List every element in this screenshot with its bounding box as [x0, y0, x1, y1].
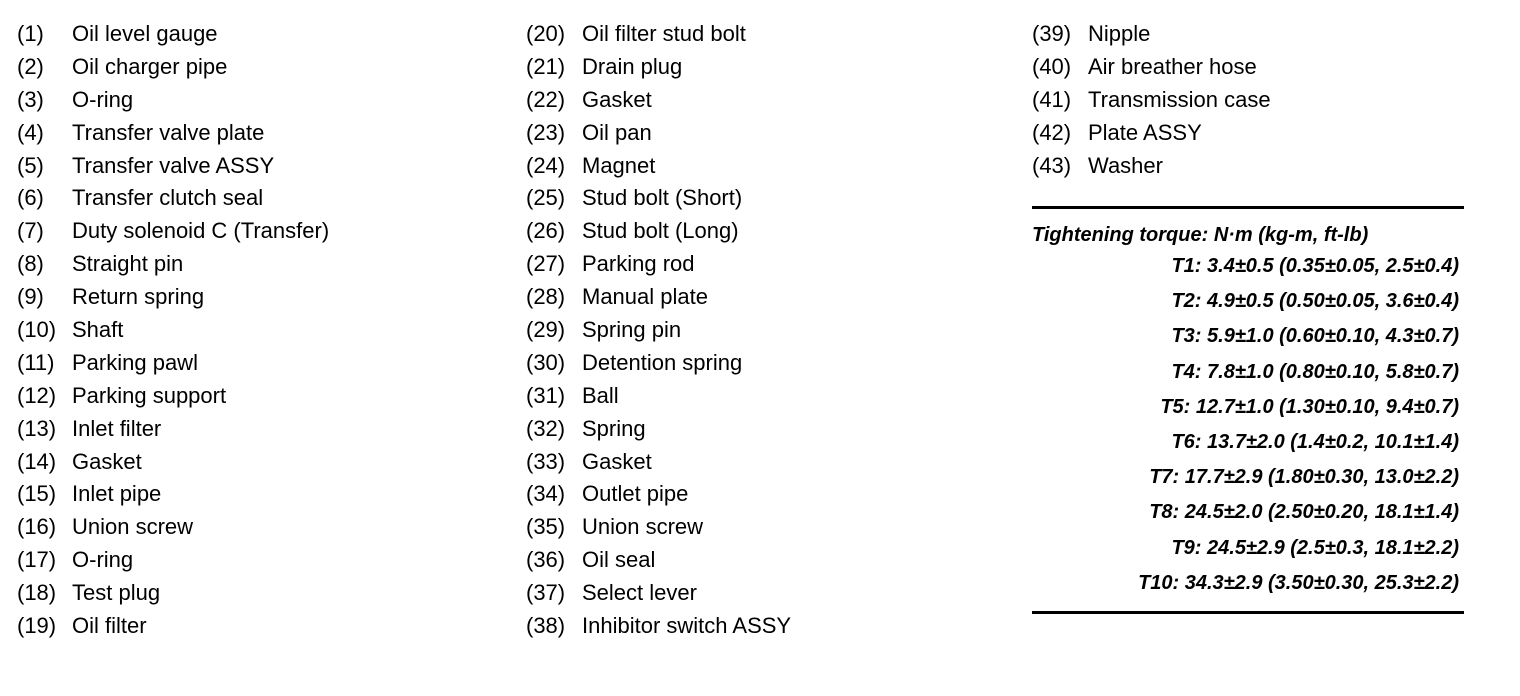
part-name: Straight pin: [72, 251, 184, 277]
part-name: Transfer clutch seal: [72, 185, 264, 211]
part-number: (14): [17, 448, 57, 474]
list-item: [17, 282, 497, 315]
part-name: Outlet pipe: [582, 481, 689, 507]
list-item: [526, 151, 1006, 184]
part-number: (15): [17, 481, 57, 507]
list-item: [526, 19, 1006, 52]
part-name: Plate ASSY: [1088, 119, 1202, 145]
part-number: (19): [17, 613, 57, 639]
list-item: [1032, 52, 1472, 85]
torque-row: T6: 13.7±2.0 (1.4±0.2, 10.1±1.4): [1171, 430, 1459, 453]
part-number: (35): [526, 514, 566, 540]
part-name: Oil filter stud bolt: [582, 21, 746, 46]
part-name: Union screw: [582, 514, 704, 540]
part-number: (42): [1032, 119, 1072, 145]
part-name: Shaft: [72, 317, 124, 343]
list-item: [17, 348, 497, 381]
part-number: (11): [17, 349, 55, 375]
list-item: [17, 183, 497, 216]
list-item: [526, 512, 1006, 545]
list-item: [1032, 19, 1472, 52]
part-number: (6): [17, 185, 44, 211]
torque-row: T1: 3.4±0.5 (0.35±0.05, 2.5±0.4): [1171, 255, 1459, 277]
list-item: [526, 479, 1006, 512]
top-rule: [1032, 206, 1464, 209]
part-number: (31): [526, 382, 566, 408]
part-number: (32): [526, 415, 566, 441]
torque-row: T4: 7.8±1.0 (0.80±0.10, 5.8±0.7): [1171, 360, 1459, 383]
part-name: Gasket: [72, 448, 142, 474]
list-item: [17, 315, 497, 348]
list-item: [17, 19, 497, 52]
part-number: (43): [1032, 152, 1072, 178]
part-name: Inhibitor switch ASSY: [582, 613, 792, 639]
part-number: (3): [17, 86, 44, 112]
part-number: (27): [526, 251, 566, 277]
list-item: [17, 611, 497, 644]
part-name: Oil pan: [582, 119, 652, 145]
parts-list: [17, 19, 497, 644]
parts-column-1: [17, 19, 497, 644]
list-item: [17, 578, 497, 611]
list-item: [526, 118, 1006, 151]
part-number: (22): [526, 86, 566, 112]
part-number: (34): [526, 481, 566, 507]
torque-table: [1032, 206, 1464, 614]
torque-title: Tightening torque: N·m (kg-m, ft-lb): [1032, 224, 1369, 246]
part-number: (8): [17, 251, 44, 277]
torque-row: T8: 24.5±2.0 (2.50±0.20, 18.1±1.4): [1149, 501, 1459, 524]
list-item: [17, 216, 497, 249]
part-number: (37): [526, 580, 566, 606]
part-number: (17): [17, 547, 57, 573]
part-name: Air breather hose: [1088, 53, 1257, 79]
list-item: [17, 151, 497, 184]
part-name: Parking rod: [582, 251, 695, 277]
part-name: Parking support: [72, 382, 227, 408]
parts-column-2: [526, 19, 1006, 644]
part-number: (39): [1032, 21, 1072, 46]
part-name: Spring pin: [582, 317, 682, 343]
part-number: (1): [17, 21, 44, 46]
list-item: [526, 282, 1006, 315]
part-name: Stud bolt (Long): [582, 218, 739, 244]
list-item: [1032, 85, 1472, 118]
list-item: [526, 447, 1006, 480]
part-name: Duty solenoid C (Transfer): [72, 218, 330, 244]
part-number: (13): [17, 415, 57, 441]
list-item: [17, 414, 497, 447]
parts-list: [1032, 19, 1472, 183]
part-name: Transfer valve plate: [72, 119, 265, 145]
part-name: Test plug: [72, 580, 161, 606]
part-number: (38): [526, 613, 566, 639]
part-number: (2): [17, 53, 44, 79]
part-number: (41): [1032, 86, 1072, 112]
part-number: (4): [17, 119, 44, 145]
part-name: Parking pawl: [72, 349, 198, 375]
part-number: (26): [526, 218, 566, 244]
list-item: [526, 381, 1006, 414]
part-name: Drain plug: [582, 53, 683, 79]
part-name: Transfer valve ASSY: [72, 152, 275, 178]
part-name: Oil charger pipe: [72, 53, 228, 79]
part-name: Gasket: [582, 86, 652, 112]
list-item: [17, 447, 497, 480]
list-item: [526, 52, 1006, 85]
part-number: (12): [17, 382, 57, 408]
part-name: Return spring: [72, 284, 205, 310]
part-name: Spring: [582, 415, 646, 441]
part-name: Oil level gauge: [72, 21, 218, 46]
part-number: (28): [526, 284, 566, 310]
list-item: [17, 52, 497, 85]
part-number: (9): [17, 284, 44, 310]
list-item: [526, 249, 1006, 282]
list-item: [526, 85, 1006, 118]
part-number: (40): [1032, 53, 1072, 79]
torque-row: T3: 5.9±1.0 (0.60±0.10, 4.3±0.7): [1171, 325, 1459, 348]
torque-row: T5: 12.7±1.0 (1.30±0.10, 9.4±0.7): [1160, 395, 1459, 418]
part-name: O-ring: [72, 86, 134, 112]
part-number: (33): [526, 448, 566, 474]
torque-list: [1032, 249, 1464, 601]
torque-row: T2: 4.9±0.5 (0.50±0.05, 3.6±0.4): [1171, 290, 1459, 313]
part-name: Inlet filter: [72, 415, 162, 441]
part-name: Ball: [582, 382, 619, 408]
list-item: [526, 611, 1006, 644]
part-number: (7): [17, 218, 44, 244]
part-name: Oil seal: [582, 547, 656, 573]
part-number: (5): [17, 152, 44, 178]
list-item: [17, 249, 497, 282]
part-number: (18): [17, 580, 57, 606]
list-item: [17, 118, 497, 151]
part-number: (29): [526, 317, 566, 343]
part-name: Gasket: [582, 448, 652, 474]
part-number: (25): [526, 185, 566, 211]
part-number: (20): [526, 21, 566, 46]
list-item: [1032, 151, 1472, 184]
part-name: Transmission case: [1088, 86, 1271, 112]
list-item: [526, 183, 1006, 216]
part-name: Union screw: [72, 514, 194, 540]
list-item: [526, 414, 1006, 447]
list-item: [526, 578, 1006, 611]
torque-row: T9: 24.5±2.9 (2.5±0.3, 18.1±2.2): [1171, 536, 1459, 559]
torque-row: T7: 17.7±2.9 (1.80±0.30, 13.0±2.2): [1149, 466, 1459, 489]
part-number: (30): [526, 349, 566, 375]
part-number: (21): [526, 53, 566, 79]
part-name: Magnet: [582, 152, 656, 178]
parts-column-3: [1032, 19, 1472, 183]
part-number: (16): [17, 514, 57, 540]
list-item: [17, 85, 497, 118]
part-name: Detention spring: [582, 349, 743, 375]
part-name: Stud bolt (Short): [582, 185, 743, 211]
list-item: [526, 216, 1006, 249]
torque-row: T10: 34.3±2.9 (3.50±0.30, 25.3±2.2): [1138, 571, 1459, 594]
list-item: [17, 545, 497, 578]
part-number: (23): [526, 119, 566, 145]
part-name: Manual plate: [582, 284, 708, 310]
list-item: [17, 512, 497, 545]
part-name: Inlet pipe: [72, 481, 162, 507]
parts-list: [526, 19, 1006, 644]
part-number: (36): [526, 547, 566, 573]
part-number: (10): [17, 317, 57, 343]
part-name: Washer: [1088, 152, 1163, 178]
part-name: O-ring: [72, 547, 134, 573]
part-name: Select lever: [582, 580, 697, 606]
bottom-rule: [1032, 611, 1464, 614]
part-name: Nipple: [1088, 21, 1151, 46]
list-item: [526, 348, 1006, 381]
part-number: (24): [526, 152, 566, 178]
list-item: [526, 545, 1006, 578]
list-item: [526, 315, 1006, 348]
part-name: Oil filter: [72, 613, 147, 639]
list-item: [17, 381, 497, 414]
list-item: [17, 479, 497, 512]
list-item: [1032, 118, 1472, 151]
